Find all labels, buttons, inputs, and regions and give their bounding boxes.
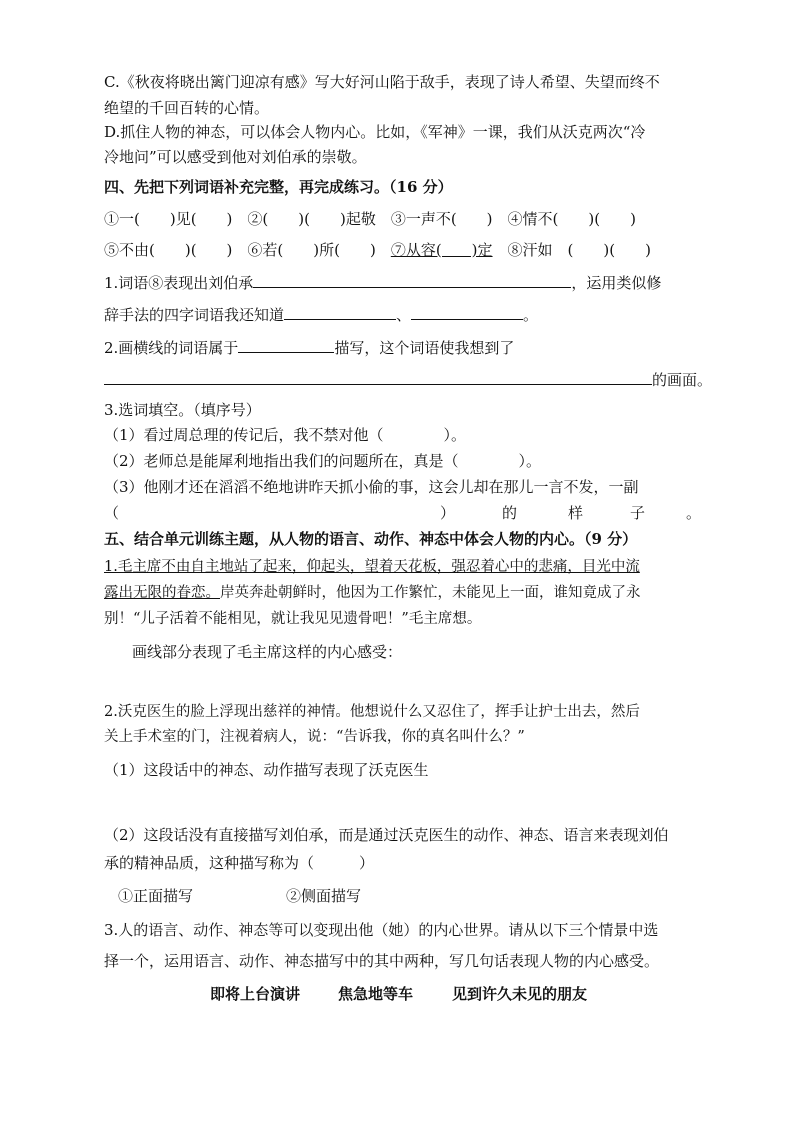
answer-blank-4[interactable]	[238, 338, 334, 353]
question-3-item-3: （3）他刚才还在滔滔不绝地讲昨天抓小偷的事，这会儿却在那儿一言不发，一副	[104, 478, 639, 496]
question-3-item-2: （2）老师总是能犀利地指出我们的问题所在，真是（ ）。	[104, 452, 542, 470]
question-2-line2	[104, 370, 712, 390]
scene-waiting-bus: 焦急地等车	[338, 985, 414, 1003]
option-d-line1: D.抓住人物的神态，可以体会人物内心。比如，《军神》一课，我们从沃克两次“冷	[104, 123, 646, 141]
idiom-row-2	[104, 240, 651, 260]
question-2-text-c: 的画面。	[652, 371, 713, 389]
bracket-close: ）	[440, 504, 456, 522]
question-1-text-d: 、	[396, 306, 412, 324]
option-side-description: ②侧面描写	[286, 887, 362, 905]
question-1-text-c: 辞手法的四字词语我还知道	[104, 306, 285, 324]
idiom-row-1: ①一( )见( ) ②( )( )起敬 ③一声不( ) ④情不( )( )	[104, 210, 636, 228]
word-de: 的	[502, 504, 518, 522]
question-1-line1	[104, 273, 661, 293]
passage-1-text: 岸英奔赴朝鲜时，他因为工作繁忙，未能见上一面，谁知竟成了永	[220, 585, 641, 601]
scene-speech: 即将上台演讲	[210, 985, 301, 1003]
word-yang: 样	[568, 504, 584, 522]
question-1-text-b: ，运用类似修	[571, 274, 662, 292]
passage-2-question-2-line2: 承的精神品质，这种描写称为（ ）	[104, 854, 375, 872]
question-1-text-e: 。	[523, 306, 539, 324]
question-2-line1	[104, 338, 514, 358]
scene-meeting-friend: 见到许久未见的朋友	[452, 985, 588, 1003]
question-3-title: 3.选词填空。（填序号）	[104, 401, 261, 419]
question-3-writing-line1: 3.人的语言、动作、神态等可以变现出他（她）的内心世界。请从以下三个情景中选	[104, 921, 659, 939]
passage-1-line1: 1.毛主席不由自主地站了起来，仰起头，望着天花板，强忍着心中的悲痛，目光中流	[104, 559, 640, 575]
passage-2-line2: 关上手术室的门，注视着病人，说：“告诉我，你的真名叫什么？”	[104, 729, 525, 745]
question-2-text-a: 2.画横线的词语属于	[104, 339, 239, 357]
option-c-line2: 绝望的千回百转的心情。	[104, 99, 270, 117]
section5-title: 五、结合单元训练主题，从人物的语言、动作、神态中体会人物的内心。（9 分）	[104, 530, 638, 548]
answer-blank-2[interactable]	[284, 305, 396, 320]
passage-1-line3: 别！“儿子活着不能相见，就让我见见遗骨吧！”毛主席想。	[104, 611, 482, 627]
answer-blank-1[interactable]	[253, 273, 571, 288]
answer-blank-5[interactable]	[104, 370, 652, 385]
question-1-line2	[104, 305, 538, 325]
passage-2-question-1: （1）这段话中的神态、动作描写表现了沃克医生	[104, 761, 429, 779]
period: 。	[686, 504, 702, 522]
question-3-item-1: （1）看过周总理的传记后，我不禁对他（ ）。	[104, 426, 467, 444]
question-2-text-b: 描写，这个词语使我想到了	[334, 339, 515, 357]
idiom-7-underlined: ⑦从容( )定	[390, 241, 493, 259]
question-3-writing-line2: 择一个，运用语言、动作、神态描写中的其中两种，写几句话表现人物的内心感受。	[104, 952, 660, 970]
option-front-description: ①正面描写	[118, 887, 194, 905]
idiom-row-2-part-c: ⑧汗如 ( )( )	[492, 241, 651, 259]
bracket-open: （	[104, 504, 120, 522]
passage-1-question: 画线部分表现了毛主席这样的内心感受：	[132, 643, 403, 661]
answer-blank-3[interactable]	[411, 305, 523, 320]
passage-2-question-2-line1: （2）这段话没有直接描写刘伯承，而是通过沃克医生的动作、神态、语言来表现刘伯	[104, 826, 669, 844]
option-c-line1: C.《秋夜将晓出篱门迎凉有感》写大好河山陷于敌手，表现了诗人希望、失望而终不	[104, 73, 660, 91]
option-d-line2: 冷地问”可以感受到他对刘伯承的崇敬。	[104, 148, 367, 166]
passage-1-line2	[104, 583, 641, 603]
question-1-text-a: 1.词语⑧表现出刘伯承	[104, 274, 254, 292]
section4-title: 四、先把下列词语补充完整，再完成练习。（16 分）	[104, 178, 453, 196]
word-zi: 子	[630, 504, 646, 522]
passage-2-line1: 2.沃克医生的脸上浮现出慈祥的神情。他想说什么又忍住了，挥手让护士出去，然后	[104, 704, 640, 720]
passage-1-underlined-text: 露出无限的眷恋。	[104, 585, 220, 601]
idiom-row-2-part-a: ⑤不由( )( ) ⑥若( )所( )	[104, 241, 391, 259]
